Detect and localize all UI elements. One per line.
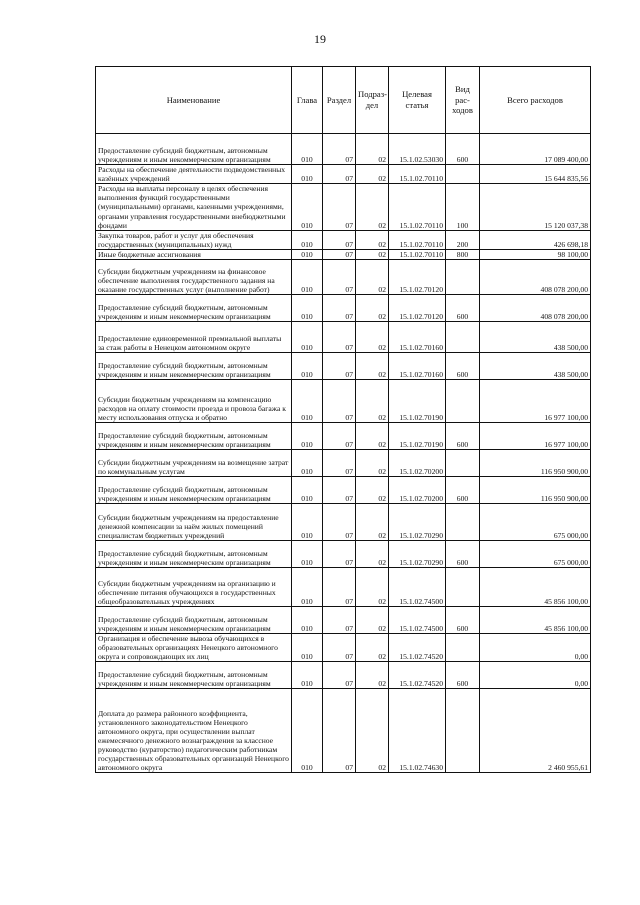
row-section: 07 [323, 541, 356, 568]
row-chapter: 010 [292, 450, 323, 477]
table-row [96, 260, 591, 295]
row-total: 408 078 200,00 [480, 295, 591, 322]
row-subsection: 02 [356, 450, 389, 477]
row-section: 07 [323, 689, 356, 773]
row-section: 07 [323, 450, 356, 477]
row-name: Организация и обеспечение вывоза обучающихся в образовательных организациях Ненецкого автономного округа и сопровождающих их лиц [96, 634, 292, 662]
row-section: 07 [323, 184, 356, 231]
row-section: 07 [323, 260, 356, 295]
row-subsection: 02 [356, 260, 389, 295]
row-chapter: 010 [292, 230, 323, 249]
row-subsection: 02 [356, 230, 389, 249]
row-subsection: 02 [356, 353, 389, 380]
row-subsection: 02 [356, 322, 389, 353]
table-row [96, 249, 591, 259]
row-name: Предоставление единовременной премиальной выплаты за стаж работы в Ненецком автономном округе [96, 322, 292, 353]
row-target: 15.1.02.74630 [389, 689, 446, 773]
row-section: 07 [323, 504, 356, 541]
row-target: 15.1.02.70190 [389, 423, 446, 450]
row-chapter: 010 [292, 260, 323, 295]
row-name: Предоставление субсидий бюджетным, автономным учреждениям и иным некоммерческим организациям [96, 662, 292, 689]
row-type [446, 504, 480, 541]
row-name: Иные бюджетные ассигнования [96, 249, 292, 259]
row-section: 07 [323, 607, 356, 634]
row-type [446, 689, 480, 773]
table-row [96, 295, 591, 322]
row-type [446, 450, 480, 477]
row-target: 15.1.02.74500 [389, 568, 446, 607]
row-type: 600 [446, 134, 480, 165]
row-target: 15.1.02.70110 [389, 249, 446, 259]
row-type: 600 [446, 295, 480, 322]
row-type: 600 [446, 423, 480, 450]
row-subsection: 02 [356, 568, 389, 607]
row-subsection: 02 [356, 662, 389, 689]
table-row [96, 353, 591, 380]
row-section: 07 [323, 662, 356, 689]
header-name: Наименование [96, 67, 292, 134]
table-row [96, 568, 591, 607]
row-chapter: 010 [292, 295, 323, 322]
row-total: 15 120 037,38 [480, 184, 591, 231]
row-chapter: 010 [292, 380, 323, 423]
row-subsection: 02 [356, 134, 389, 165]
row-total: 0,00 [480, 662, 591, 689]
row-chapter: 010 [292, 504, 323, 541]
row-chapter: 010 [292, 541, 323, 568]
row-type [446, 165, 480, 184]
row-type: 800 [446, 249, 480, 259]
row-subsection: 02 [356, 249, 389, 259]
row-type [446, 380, 480, 423]
row-total: 16 977 100,00 [480, 380, 591, 423]
row-chapter: 010 [292, 165, 323, 184]
table-row [96, 184, 591, 231]
row-type [446, 568, 480, 607]
row-total: 438 500,00 [480, 322, 591, 353]
table-row [96, 607, 591, 634]
row-total: 16 977 100,00 [480, 423, 591, 450]
row-subsection: 02 [356, 634, 389, 662]
row-chapter: 010 [292, 477, 323, 504]
row-type: 100 [446, 184, 480, 231]
row-total: 408 078 200,00 [480, 260, 591, 295]
row-section: 07 [323, 230, 356, 249]
row-chapter: 010 [292, 353, 323, 380]
table-row [96, 134, 591, 165]
table-header-row [96, 67, 591, 134]
table-row [96, 230, 591, 249]
row-total: 45 856 100,00 [480, 607, 591, 634]
row-total: 15 644 835,56 [480, 165, 591, 184]
row-chapter: 010 [292, 568, 323, 607]
row-section: 07 [323, 477, 356, 504]
row-total: 675 000,00 [480, 541, 591, 568]
row-name: Предоставление субсидий бюджетным, автономным учреждениям и иным некоммерческим организациям [96, 541, 292, 568]
table-row [96, 450, 591, 477]
header-target: Целевая статья [389, 67, 446, 134]
header-total: Всего расходов [480, 67, 591, 134]
row-type: 600 [446, 662, 480, 689]
row-name: Предоставление субсидий бюджетным, автономным учреждениям и иным некоммерческим организациям [96, 477, 292, 504]
row-target: 15.1.02.70110 [389, 184, 446, 231]
row-name: Расходы на выплаты персоналу в целях обеспечения выполнения функций государственными (муниципальными) органами, казенными учреждениями, органами управления государственными внебюджетными фондами [96, 184, 292, 231]
row-chapter: 010 [292, 322, 323, 353]
row-type [446, 260, 480, 295]
row-name: Субсидии бюджетным учреждениям на организацию и обеспечение питания обучающихся в государственных общеобразовательных учреждениях [96, 568, 292, 607]
row-target: 15.1.02.70120 [389, 260, 446, 295]
row-target: 15.1.02.70290 [389, 541, 446, 568]
row-section: 07 [323, 165, 356, 184]
row-name: Предоставление субсидий бюджетным, автономным учреждениям и иным некоммерческим организациям [96, 607, 292, 634]
table-row [96, 541, 591, 568]
row-subsection: 02 [356, 541, 389, 568]
row-target: 15.1.02.70110 [389, 230, 446, 249]
row-type: 200 [446, 230, 480, 249]
table-row [96, 477, 591, 504]
row-subsection: 02 [356, 477, 389, 504]
row-chapter: 010 [292, 134, 323, 165]
row-subsection: 02 [356, 380, 389, 423]
row-chapter: 010 [292, 634, 323, 662]
row-section: 07 [323, 295, 356, 322]
row-type [446, 634, 480, 662]
row-subsection: 02 [356, 423, 389, 450]
row-type: 600 [446, 607, 480, 634]
row-total: 675 000,00 [480, 504, 591, 541]
row-name: Предоставление субсидий бюджетным, автономным учреждениям и иным некоммерческим организациям [96, 423, 292, 450]
row-section: 07 [323, 423, 356, 450]
row-target: 15.1.02.74520 [389, 634, 446, 662]
header-subsection: Подраз- дел [356, 67, 389, 134]
row-section: 07 [323, 249, 356, 259]
table-row [96, 634, 591, 662]
row-subsection: 02 [356, 689, 389, 773]
row-chapter: 010 [292, 662, 323, 689]
row-chapter: 010 [292, 689, 323, 773]
row-total: 438 500,00 [480, 353, 591, 380]
row-subsection: 02 [356, 295, 389, 322]
row-subsection: 02 [356, 607, 389, 634]
row-name: Расходы на обеспечение деятельности подведомственных казённых учреждений [96, 165, 292, 184]
row-target: 15.1.02.70200 [389, 477, 446, 504]
row-target: 15.1.02.74520 [389, 662, 446, 689]
row-name: Субсидии бюджетным учреждениям на предоставление денежной компенсации за наём жилых помещений специалистам бюджетных учреждений [96, 504, 292, 541]
row-name: Субсидии бюджетным учреждениям на финансовое обеспечение выполнения государственного задания на оказание государственных услуг (выполнение работ) [96, 260, 292, 295]
header-type: Вид рас- ходов [446, 67, 480, 134]
row-section: 07 [323, 353, 356, 380]
table-row [96, 165, 591, 184]
row-type: 600 [446, 353, 480, 380]
row-type [446, 322, 480, 353]
row-section: 07 [323, 634, 356, 662]
row-section: 07 [323, 322, 356, 353]
row-total: 2 460 955,61 [480, 689, 591, 773]
row-section: 07 [323, 380, 356, 423]
row-target: 15.1.02.70200 [389, 450, 446, 477]
page-number: 19 [314, 32, 326, 46]
row-subsection: 02 [356, 165, 389, 184]
row-subsection: 02 [356, 184, 389, 231]
row-section: 07 [323, 568, 356, 607]
row-target: 15.1.02.53030 [389, 134, 446, 165]
row-type: 600 [446, 541, 480, 568]
row-target: 15.1.02.70190 [389, 380, 446, 423]
row-target: 15.1.02.70160 [389, 353, 446, 380]
row-name: Закупка товаров, работ и услуг для обеспечения государственных (муниципальных) нужд [96, 230, 292, 249]
row-name: Предоставление субсидий бюджетным, автономным учреждениям и иным некоммерческим организациям [96, 353, 292, 380]
row-total: 116 950 900,00 [480, 450, 591, 477]
row-total: 116 950 900,00 [480, 477, 591, 504]
row-chapter: 010 [292, 249, 323, 259]
table-row [96, 504, 591, 541]
table-row [96, 322, 591, 353]
row-type: 600 [446, 477, 480, 504]
row-target: 15.1.02.70120 [389, 295, 446, 322]
header-section: Раздел [323, 67, 356, 134]
budget-table [95, 66, 591, 773]
row-chapter: 010 [292, 607, 323, 634]
row-target: 15.1.02.70290 [389, 504, 446, 541]
row-total: 98 100,00 [480, 249, 591, 259]
row-subsection: 02 [356, 504, 389, 541]
row-name: Доплата до размера районного коэффициента, установленного законодательством Ненецкого автономного округа, при осуществлении выплат ежемесячного денежного вознаграждения за классное руководство (кураторство) педагогическим работникам государственных образовательных организаций Ненецкого автономного округа [96, 689, 292, 773]
row-name: Субсидии бюджетным учреждениям на компенсацию расходов на оплату стоимости проезда и провоза багажа к месту использования отпуска и обратно [96, 380, 292, 423]
table-row [96, 423, 591, 450]
row-name: Субсидии бюджетным учреждениям на возмещение затрат по коммунальным услугам [96, 450, 292, 477]
row-total: 426 698,18 [480, 230, 591, 249]
row-target: 15.1.02.74500 [389, 607, 446, 634]
row-name: Предоставление субсидий бюджетным, автономным учреждениям и иным некоммерческим организациям [96, 134, 292, 165]
row-chapter: 010 [292, 184, 323, 231]
row-chapter: 010 [292, 423, 323, 450]
table-row [96, 662, 591, 689]
row-total: 45 856 100,00 [480, 568, 591, 607]
table-row [96, 380, 591, 423]
header-chapter: Глава [292, 67, 323, 134]
row-section: 07 [323, 134, 356, 165]
row-target: 15.1.02.70160 [389, 322, 446, 353]
row-total: 17 089 400,00 [480, 134, 591, 165]
table-row [96, 689, 591, 773]
row-total: 0,00 [480, 634, 591, 662]
row-name: Предоставление субсидий бюджетным, автономным учреждениям и иным некоммерческим организациям [96, 295, 292, 322]
row-target: 15.1.02.70110 [389, 165, 446, 184]
